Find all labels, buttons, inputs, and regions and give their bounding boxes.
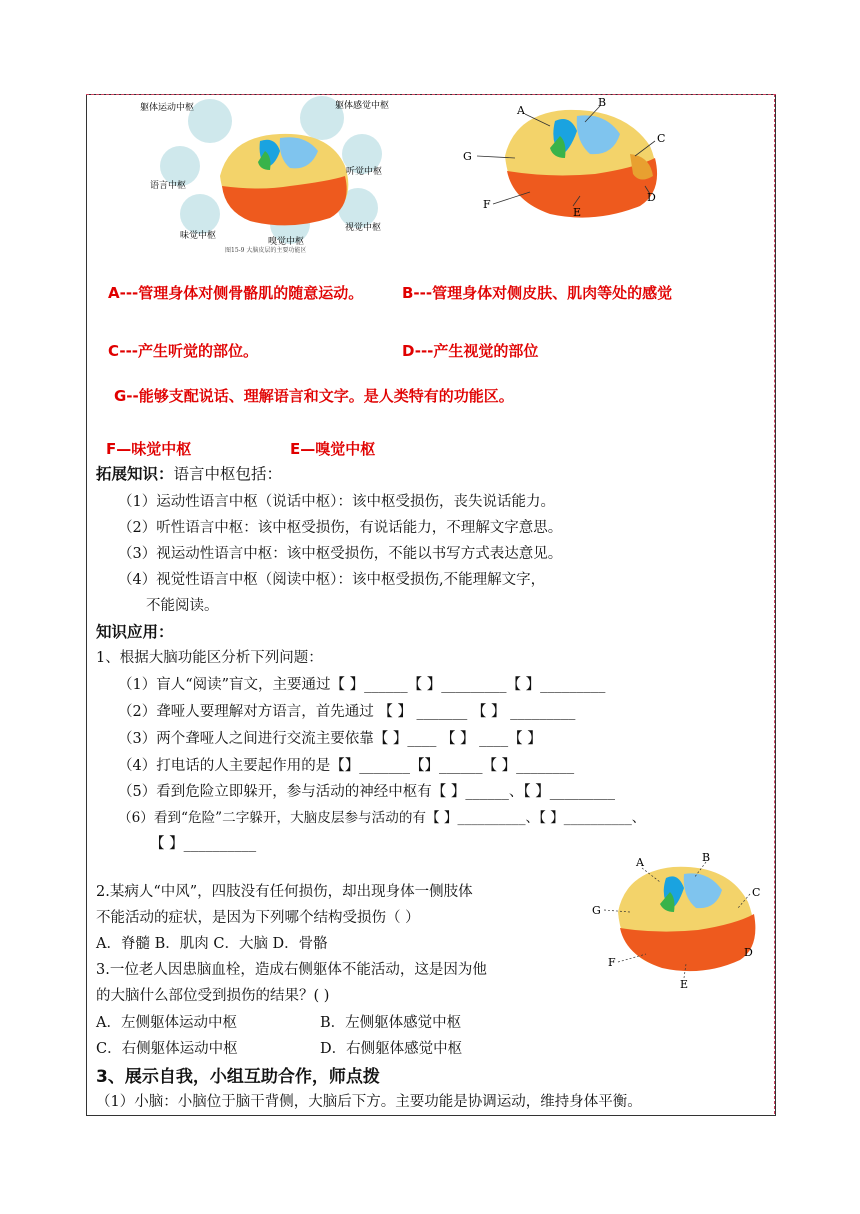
apply-q3-option-a: A．左侧躯体运动中枢 xyxy=(96,1015,237,1031)
brain-function-figure xyxy=(140,96,400,256)
small-letter-g: G xyxy=(592,904,601,917)
extend-heading-line xyxy=(96,462,282,484)
apply-q1-sub-4: （4）打电话的人主要起作用的是【】_______【】______【 】________ xyxy=(118,758,575,774)
small-letter-a: A xyxy=(636,856,644,869)
apply-q3-option-b: B．左侧躯体感觉中枢 xyxy=(320,1015,462,1031)
label-smell: 嗅觉中枢 xyxy=(268,237,305,247)
note-a: A---管理身体对侧骨骼肌的随意运动。 xyxy=(108,284,364,302)
extend-item-3: （3）视运动性语言中枢：该中枢受损伤，不能以书写方式表达意见。 xyxy=(118,546,563,562)
letter-a: A xyxy=(517,104,525,117)
letter-g: G xyxy=(463,150,472,163)
label-auditory: 听觉中枢 xyxy=(346,167,383,177)
letter-e: E xyxy=(573,206,582,219)
note-g: G--能够支配说话、理解语言和文字。是人类特有的功能区。 xyxy=(114,387,514,405)
note-d: D---产生视觉的部位 xyxy=(402,342,539,360)
letter-f: F xyxy=(483,198,491,211)
apply-q3-option-c: C．右侧躯体运动中枢 xyxy=(96,1041,238,1057)
apply-q3-line1: 3.一位老人因患脑血栓，造成右侧躯体不能活动，这是因为他 xyxy=(96,962,487,978)
label-somatic-sensory: 躯体感觉中枢 xyxy=(335,101,390,111)
brain-shape xyxy=(220,134,348,225)
label-somatic-motor: 躯体运动中枢 xyxy=(140,103,195,113)
apply-q1-sub-1: （1）盲人“阅读”盲文，主要通过【 】______【 】_________【 】_________ xyxy=(118,677,606,693)
labeled-brain-figure xyxy=(455,96,695,236)
small-letter-c: C xyxy=(752,886,761,899)
extend-item-4-cont: 不能阅读。 xyxy=(146,598,219,614)
small-letter-d: D xyxy=(744,946,753,959)
label-language: 语言中枢 xyxy=(150,181,187,191)
note-e: E—嗅觉中枢 xyxy=(290,440,376,458)
apply-q2-line1: 2.某病人“中风”，四肢没有任何损伤，却出现身体一侧肢体 xyxy=(96,884,473,900)
apply-q2-line2: 不能活动的症状，是因为下列哪个结构受损伤（ ） xyxy=(96,910,420,926)
letter-c: C xyxy=(657,132,666,145)
small-letter-f: F xyxy=(608,956,616,969)
label-taste: 味觉中枢 xyxy=(180,231,217,241)
apply-q2-options: A．脊髓 B．肌肉 C．大脑 D．骨骼 xyxy=(96,936,328,952)
section3-paragraph-1: （1）小脑：小脑位于脑干背侧，大脑后下方。主要功能是协调运动，维持身体平衡。 xyxy=(96,1094,642,1110)
label-visual: 视觉中枢 xyxy=(345,223,382,233)
letter-d: D xyxy=(647,191,656,204)
small-labeled-brain-figure xyxy=(588,852,768,992)
apply-q3-line2: 的大脑什么部位受到损伤的结果？( ) xyxy=(96,988,330,1004)
apply-q1-sub-6: （6）看到“危险”二字躲开，大脑皮层参与活动的有【 】__________、【 】__________、 xyxy=(118,810,646,826)
apply-q3-option-d: D．右侧躯体感觉中枢 xyxy=(320,1041,463,1057)
small-letter-e: E xyxy=(680,978,689,991)
apply-q1-sub-6-cont: 【 】__________ xyxy=(150,836,257,852)
letter-b: B xyxy=(598,96,607,109)
apply-q1: 1、根据大脑功能区分析下列问题： xyxy=(96,650,323,666)
apply-q1-sub-2: （2）聋哑人要理解对方语言，首先通过 【 】 _______ 【 】 _________ xyxy=(118,704,576,720)
extend-item-2: （2）听性语言中枢：该中枢受损伤，有说话能力，不理解文字意思。 xyxy=(118,520,563,536)
small-letter-b: B xyxy=(702,851,711,864)
note-c: C---产生听觉的部位。 xyxy=(108,342,259,360)
top-dashed-line xyxy=(86,94,776,95)
apply-q1-sub-5: （5）看到危险立即躲开，参与活动的神经中枢有【 】______、【 】_________ xyxy=(118,784,615,800)
note-b: B---管理身体对侧皮肤、肌肉等处的感觉 xyxy=(402,284,673,302)
extend-intro: 语言中枢包括： xyxy=(173,465,283,483)
extend-heading: 拓展知识： xyxy=(96,465,174,483)
extend-item-4: （4）视觉性语言中枢（阅读中枢）：该中枢受损伤,不能理解文字， xyxy=(118,572,546,588)
apply-heading: 知识应用： xyxy=(96,623,174,641)
note-f: F—味觉中枢 xyxy=(106,440,192,458)
extend-item-1: （1）运动性语言中枢（说话中枢）：该中枢受损伤，丧失说话能力。 xyxy=(118,494,555,510)
figure1-caption: 图15-9 大脑皮层的主要功能区 xyxy=(225,247,307,254)
right-dashed-line xyxy=(774,94,775,1114)
apply-q1-sub-3: （3）两个聋哑人之间进行交流主要依靠【 】____ 【 】 ____【 】 xyxy=(118,731,542,747)
section3-heading: 3、展示自我，小组互助合作，师点拨 xyxy=(96,1067,380,1087)
